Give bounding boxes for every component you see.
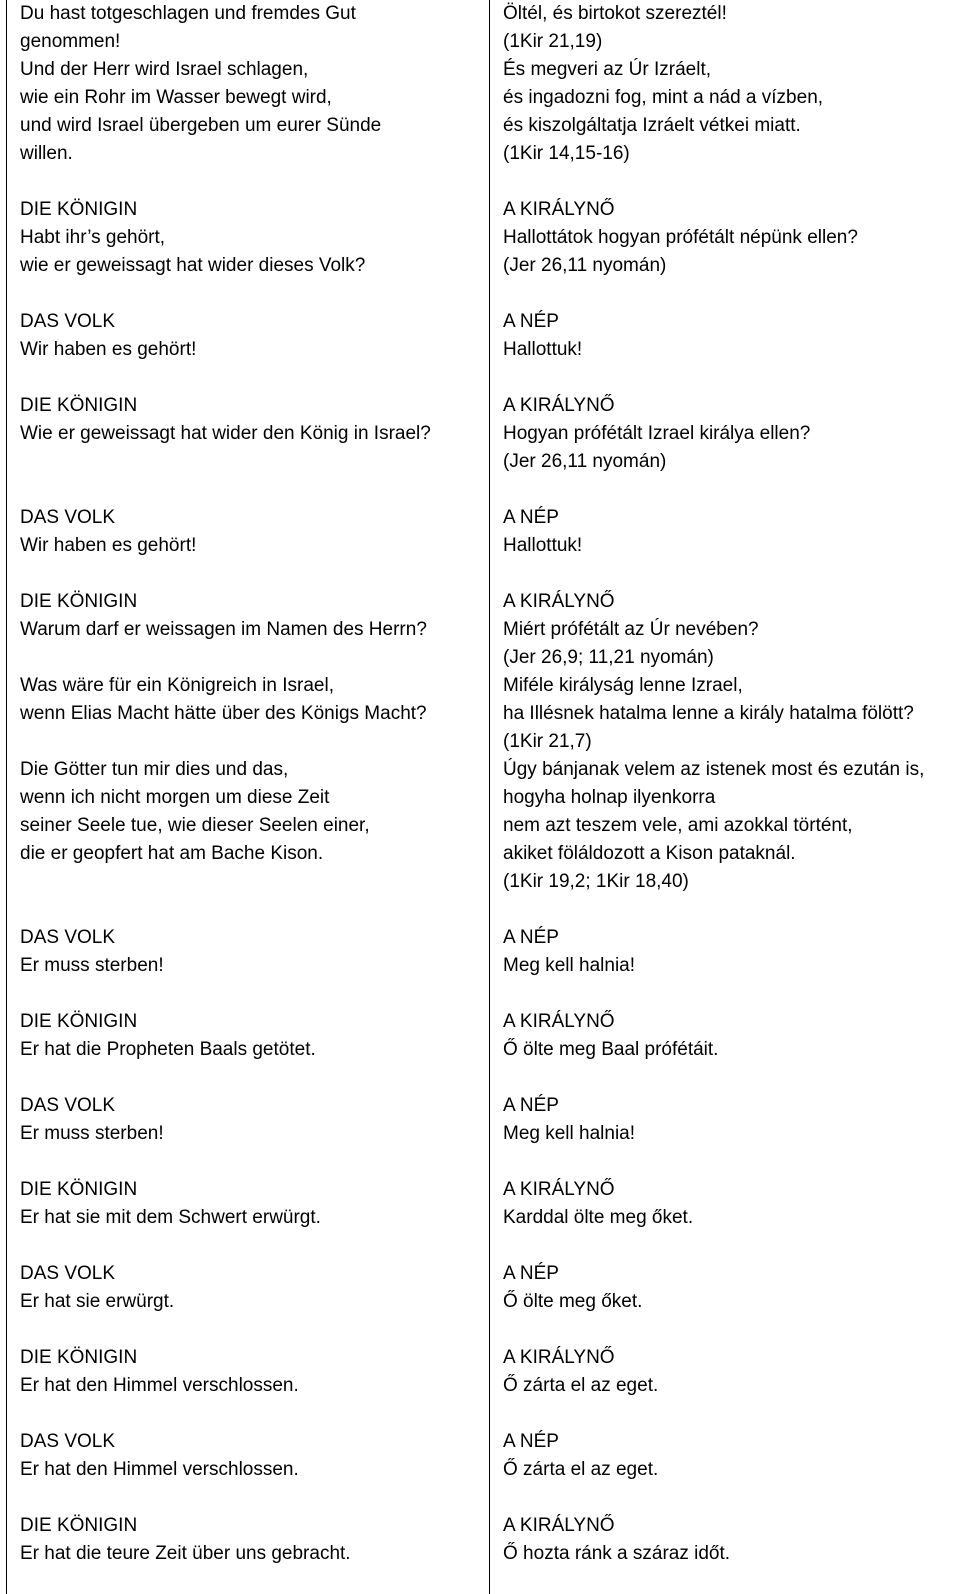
hungarian-line: A NÉP bbox=[503, 1431, 559, 1452]
hungarian-line: Miért prófétált az Úr nevében? bbox=[503, 619, 759, 640]
hungarian-line: ha Illésnek hatalma lenne a király hatalma fölött? bbox=[503, 703, 914, 724]
german-line: DAS VOLK bbox=[20, 1263, 116, 1284]
german-line: Er hat die Propheten Baals getötet. bbox=[20, 1039, 316, 1060]
hungarian-line: (Jer 26,9; 11,21 nyomán) bbox=[503, 647, 714, 668]
hungarian-line: Ő zárta el az eget. bbox=[503, 1459, 659, 1480]
hungarian-line: (1Kir 21,19) bbox=[503, 31, 603, 52]
german-line: DIE KÖNIGIN bbox=[20, 1179, 138, 1200]
hungarian-line: Meg kell halnia! bbox=[503, 955, 636, 976]
hungarian-line: A NÉP bbox=[503, 1095, 559, 1116]
hungarian-line: és ingadozni fog, mint a nád a vízben, bbox=[503, 87, 824, 108]
parallel-text-table bbox=[6, 0, 960, 1594]
german-line: Und der Herr wird Israel schlagen, bbox=[20, 59, 309, 80]
hungarian-line: és kiszolgáltatja Izráelt vétkei miatt. bbox=[503, 115, 801, 136]
hungarian-line: A NÉP bbox=[503, 311, 559, 332]
german-line: und wird Israel übergeben um eurer Sünde bbox=[20, 115, 382, 136]
hungarian-line: Hogyan prófétált Izrael királya ellen? bbox=[503, 423, 811, 444]
german-line: Wie er geweissagt hat wider den König in Israel? bbox=[20, 423, 431, 444]
german-line: Du hast totgeschlagen und fremdes Gut bbox=[20, 3, 356, 24]
german-line: Er hat den Himmel verschlossen. bbox=[20, 1459, 299, 1480]
hungarian-line: Hallottuk! bbox=[503, 535, 583, 556]
german-line: genommen! bbox=[20, 31, 121, 52]
german-line: Die Götter tun mir dies und das, bbox=[20, 759, 289, 780]
hungarian-line: A KIRÁLYNŐ bbox=[503, 1515, 615, 1536]
hungarian-line: (1Kir 14,15-16) bbox=[503, 143, 630, 164]
german-line: DAS VOLK bbox=[20, 927, 116, 948]
german-line: DIE KÖNIGIN bbox=[20, 591, 138, 612]
german-line: DAS VOLK bbox=[20, 1431, 116, 1452]
hungarian-line: Miféle királyság lenne Izrael, bbox=[503, 675, 743, 696]
german-line: Warum darf er weissagen im Namen des Herrn? bbox=[20, 619, 427, 640]
german-line: DIE KÖNIGIN bbox=[20, 1347, 138, 1368]
hungarian-line: A KIRÁLYNŐ bbox=[503, 1347, 615, 1368]
hungarian-line: A KIRÁLYNŐ bbox=[503, 1011, 615, 1032]
hungarian-line: Ő zárta el az eget. bbox=[503, 1375, 659, 1396]
hungarian-line: Ő ölte meg őket. bbox=[503, 1291, 643, 1312]
hungarian-line: hogyha holnap ilyenkorra bbox=[503, 787, 716, 808]
german-line: DAS VOLK bbox=[20, 507, 116, 528]
hungarian-line: Úgy bánjanak velem az istenek most és ezután is, bbox=[503, 759, 925, 780]
german-line: DIE KÖNIGIN bbox=[20, 1011, 138, 1032]
hungarian-line: És megveri az Úr Izráelt, bbox=[503, 59, 711, 80]
german-line: Er hat sie erwürgt. bbox=[20, 1291, 175, 1312]
german-line: wenn ich nicht morgen um diese Zeit bbox=[20, 787, 330, 808]
hungarian-line: A KIRÁLYNŐ bbox=[503, 199, 615, 220]
german-line: die er geopfert hat am Bache Kison. bbox=[20, 843, 324, 864]
hungarian-line: Ő hozta ránk a száraz időt. bbox=[503, 1543, 731, 1564]
hungarian-line: A NÉP bbox=[503, 507, 559, 528]
hungarian-line: (Jer 26,11 nyomán) bbox=[503, 451, 667, 472]
hungarian-line: Meg kell halnia! bbox=[503, 1123, 636, 1144]
german-line: Er hat den Himmel verschlossen. bbox=[20, 1375, 299, 1396]
german-line: wenn Elias Macht hätte über des Königs Macht? bbox=[20, 703, 427, 724]
hungarian-line: Karddal ölte meg őket. bbox=[503, 1207, 694, 1228]
hungarian-line: A KIRÁLYNŐ bbox=[503, 591, 615, 612]
hungarian-line: nem azt teszem vele, ami azokkal történt, bbox=[503, 815, 853, 836]
german-line: wie er geweissagt hat wider dieses Volk? bbox=[20, 255, 366, 276]
hungarian-line: Hallottátok hogyan prófétált népünk ellen? bbox=[503, 227, 858, 248]
hungarian-line: (1Kir 21,7) bbox=[503, 731, 592, 752]
hungarian-line: A NÉP bbox=[503, 927, 559, 948]
german-line: seiner Seele tue, wie dieser Seelen einer, bbox=[20, 815, 370, 836]
german-line: DAS VOLK bbox=[20, 1095, 116, 1116]
german-line: willen. bbox=[20, 143, 73, 164]
hungarian-line: (1Kir 19,2; 1Kir 18,40) bbox=[503, 871, 689, 892]
german-line: Er hat sie mit dem Schwert erwürgt. bbox=[20, 1207, 321, 1228]
german-line: Wir haben es gehört! bbox=[20, 535, 197, 556]
german-line: Er hat die teure Zeit über uns gebracht. bbox=[20, 1543, 351, 1564]
german-line: Wir haben es gehört! bbox=[20, 339, 197, 360]
hungarian-line: akiket föláldozott a Kison pataknál. bbox=[503, 843, 796, 864]
hungarian-line: (Jer 26,11 nyomán) bbox=[503, 255, 667, 276]
german-line: DIE KÖNIGIN bbox=[20, 1515, 138, 1536]
german-line: DIE KÖNIGIN bbox=[20, 199, 138, 220]
german-line: DAS VOLK bbox=[20, 311, 116, 332]
hungarian-line: Ő ölte meg Baal prófétáit. bbox=[503, 1039, 719, 1060]
german-line: wie ein Rohr im Wasser bewegt wird, bbox=[20, 87, 332, 108]
german-line: Habt ihr’s gehört, bbox=[20, 227, 166, 248]
german-line: Er muss sterben! bbox=[20, 955, 164, 976]
german-line: Was wäre für ein Königreich in Israel, bbox=[20, 675, 334, 696]
german-line: DIE KÖNIGIN bbox=[20, 395, 138, 416]
hungarian-line: A NÉP bbox=[503, 1263, 559, 1284]
hungarian-line: Öltél, és birtokot szereztél! bbox=[503, 3, 727, 24]
column-divider bbox=[489, 0, 490, 1594]
hungarian-line: Hallottuk! bbox=[503, 339, 583, 360]
hungarian-line: A KIRÁLYNŐ bbox=[503, 1179, 615, 1200]
german-line: Er muss sterben! bbox=[20, 1123, 164, 1144]
hungarian-line: A KIRÁLYNŐ bbox=[503, 395, 615, 416]
